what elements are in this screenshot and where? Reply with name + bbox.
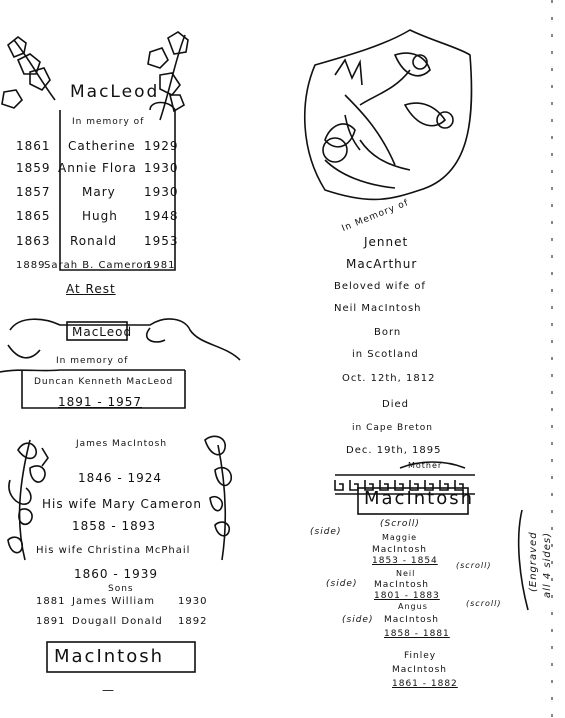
child-0-surname: MacIntosh [372, 545, 428, 555]
macintosh-nameplate: MacIntosh [54, 646, 165, 667]
right-line-7: Died [382, 399, 409, 410]
son1-birth: 1881 [36, 596, 66, 607]
entry-birth: 1857 [16, 185, 51, 199]
macintosh1-line4: 1858 - 1893 [72, 519, 157, 533]
macleod2-subtitle: In memory of [56, 356, 129, 366]
entry-death: 1953 [144, 234, 179, 248]
macintosh1-line5: His wife Christina McPhail [36, 545, 191, 556]
entry-birth: 1863 [16, 234, 51, 248]
macintosh1-line1: James MacIntosh [76, 439, 168, 449]
right-line-5: in Scotland [352, 349, 419, 360]
side-note-2: (side) [326, 579, 358, 589]
in-memory-arc: In Memory of [340, 198, 411, 235]
side-note-1: (side) [310, 527, 342, 537]
leaf-cluster-top-right-icon [148, 32, 188, 120]
son2-birth: 1891 [36, 616, 66, 627]
right-line-6: Oct. 12th, 1812 [342, 373, 436, 384]
right-line-0: Jennet [364, 235, 409, 249]
child-2-name: Angus [398, 602, 428, 611]
child-3-name: Finley [404, 651, 437, 661]
macleod2-dates: 1891 - 1957 [58, 395, 143, 409]
entry-birth: 1865 [16, 209, 51, 223]
child-1-surname: MacIntosh [374, 580, 430, 590]
leaf-cluster-top-left-icon [2, 37, 55, 108]
entry-death: 1981 [146, 260, 176, 271]
son1-death: 1930 [178, 596, 208, 607]
right-line-2: Beloved wife of [334, 281, 426, 292]
entry-birth: 1861 [16, 139, 51, 153]
scroll-note: (Scroll) [380, 519, 420, 529]
child-1-name: Neil [396, 569, 416, 578]
scroll-note-3: (scroll) [466, 599, 502, 608]
entry-birth: 1859 [16, 161, 51, 175]
right-line-8: in Cape Breton [352, 423, 433, 433]
entry-birth: 1889 [16, 260, 46, 271]
side-note-3: (side) [342, 615, 374, 625]
macintosh1-line3: His wife Mary Cameron [42, 497, 202, 511]
entry-death: 1930 [144, 185, 179, 199]
thistle-shield-icon [305, 30, 472, 199]
entry-name: Mary [82, 185, 116, 199]
son1-name: James William [72, 596, 156, 607]
right-line-3: Neil MacIntosh [334, 303, 422, 314]
mother-label: Mother [408, 461, 443, 470]
entry-name: Sarah B. Cameron [44, 260, 151, 271]
entry-name: Annie Flora [58, 161, 137, 175]
child-3-dates: 1861 - 1882 [392, 679, 458, 689]
macleod2-title: MacLeod [72, 325, 133, 339]
son2-death: 1892 [178, 616, 208, 627]
sons-label: Sons [108, 584, 134, 594]
right-line-9: Dec. 19th, 1895 [346, 445, 442, 456]
at-rest-label: At Rest [66, 282, 116, 296]
macleod-subtitle: In memory of [72, 117, 145, 127]
right-line-1: MacArthur [346, 257, 418, 271]
all-sides-note: all 4 sides) [542, 531, 553, 598]
son2-name: Dougall Donald [72, 616, 163, 627]
entry-death: 1930 [144, 161, 179, 175]
entry-death: 1948 [144, 209, 179, 223]
child-2-dates: 1858 - 1881 [384, 629, 450, 639]
macintosh-nameplate-right: MacIntosh [364, 488, 475, 509]
entry-name: Hugh [82, 209, 118, 223]
bottom-dash: — [102, 683, 115, 697]
flower-vine-right-icon [205, 436, 231, 560]
entry-death: 1929 [144, 139, 179, 153]
entry-name: Catherine [68, 139, 136, 153]
entry-name: Ronald [70, 234, 118, 248]
macintosh1-line2: 1846 - 1924 [78, 471, 163, 485]
macleod-title: MacLeod [70, 82, 160, 102]
child-3-surname: MacIntosh [392, 665, 448, 675]
child-1-dates: 1801 - 1883 [374, 591, 440, 601]
macintosh1-line6: 1860 - 1939 [74, 567, 159, 581]
right-line-4: Born [374, 327, 402, 338]
child-0-name: Maggie [382, 533, 418, 542]
child-0-dates: 1853 - 1854 [372, 556, 438, 566]
scroll-note-2: (scroll) [456, 561, 492, 570]
bracket-mark [519, 510, 528, 610]
engraved-note: (Engraved [528, 531, 539, 592]
child-2-surname: MacIntosh [384, 615, 440, 625]
macleod2-name: Duncan Kenneth MacLeod [34, 377, 174, 387]
